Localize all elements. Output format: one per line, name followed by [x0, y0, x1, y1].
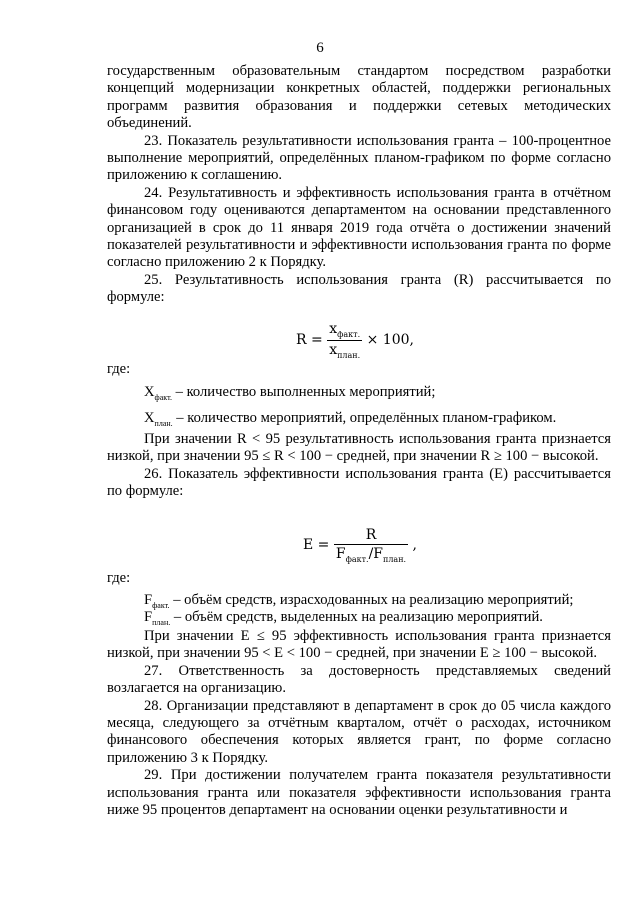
- formula-r: [296, 321, 414, 360]
- formula-e-numerator: R: [334, 527, 408, 545]
- paragraph-24: 24. Результативность и эффективность использования гранта в отчётном финансовом году оцениваются департаментом на основании представленного организацией в срок до 11 января 2019 года отчёта о достижении значений показателей результативности и эффективности использования гранта по форме согласно приложению 2 к Порядку.: [107, 184, 611, 271]
- def-x-plan: $X_{план.}$ – количество мероприятий, определённых планом-графиком.: [144, 410, 557, 428]
- formula-e-lhs: E =: [303, 537, 330, 554]
- paragraph-25: 25. Результативность использования гранта (R) рассчитывается по формуле:: [107, 271, 611, 306]
- formula-r-denominator: $x_{план.}$: [329, 341, 361, 360]
- paragraph-intro: государственным образовательным стандартом посредством разработки концепций модернизации конкретных областей, поддержки региональных программ развития образования и поддержки сетевых методических объединений.: [107, 63, 611, 132]
- text-block-3: [107, 628, 611, 819]
- formula-r-numerator: $x_{факт.}$: [327, 321, 362, 341]
- paragraph-27: 27. Ответственность за достоверность представляемых сведений возлагается на организацию.: [107, 662, 611, 697]
- paragraph-29: 29. При достижении получателем гранта показателя результативности использования гранта или показателя эффективности использования гранта ниже 95 процентов департамент на основании оценки результативности и: [107, 767, 611, 819]
- paragraph-26: 26. Показатель эффективности использования гранта (E) рассчитывается по формуле:: [107, 465, 611, 500]
- paragraph-28: 28. Организации представляют в департамент в срок до 05 числа каждого месяца, следующего за отчётным кварталом, отчёт о расходах, источником финансового обеспечения которых является грант, по форме согласно приложению 3 к Порядку.: [107, 697, 611, 766]
- page-number: 6: [316, 40, 324, 56]
- def-f-fact: $F_{факт.}$ – объём средств, израсходованных на реализацию мероприятий;: [144, 592, 574, 610]
- formula-r-rhs: × 100,: [366, 332, 414, 349]
- where-label-1: где:: [107, 361, 131, 377]
- text-block-1: [107, 63, 611, 307]
- formula-e-denominator: $F_{факт.}/F_{план.}$: [335, 546, 407, 564]
- def-f-plan: $F_{план.}$ – объём средств, выделенных на реализацию мероприятий.: [144, 609, 543, 627]
- paragraph-e-levels: При значении E ≤ 95 эффективность использования гранта признается низкой, при значении 95 < E < 100 − средней, при значении E ≥ 100 − высокой.: [107, 628, 611, 662]
- formula-r-lhs: R =: [296, 332, 323, 349]
- formula-e-rhs: ,: [412, 537, 417, 554]
- def-x-fact: $X_{факт.}$ – количество выполненных мероприятий;: [144, 384, 436, 402]
- paragraph-23: 23. Показатель результативности использования гранта – 100-процентное выполнение мероприятий, определённых планом-графиком по форме согласно приложению к соглашению.: [107, 132, 611, 184]
- formula-e: [303, 527, 417, 564]
- text-block-2: [107, 431, 611, 501]
- formula-r-fraction: [327, 321, 362, 360]
- paragraph-r-levels: При значении R < 95 результативность использования гранта признается низкой, при значении 95 ≤ R < 100 − средней, при значении R ≥ 100 − высокой.: [107, 431, 611, 465]
- formula-e-fraction: [334, 527, 408, 564]
- where-label-2: где:: [107, 570, 131, 586]
